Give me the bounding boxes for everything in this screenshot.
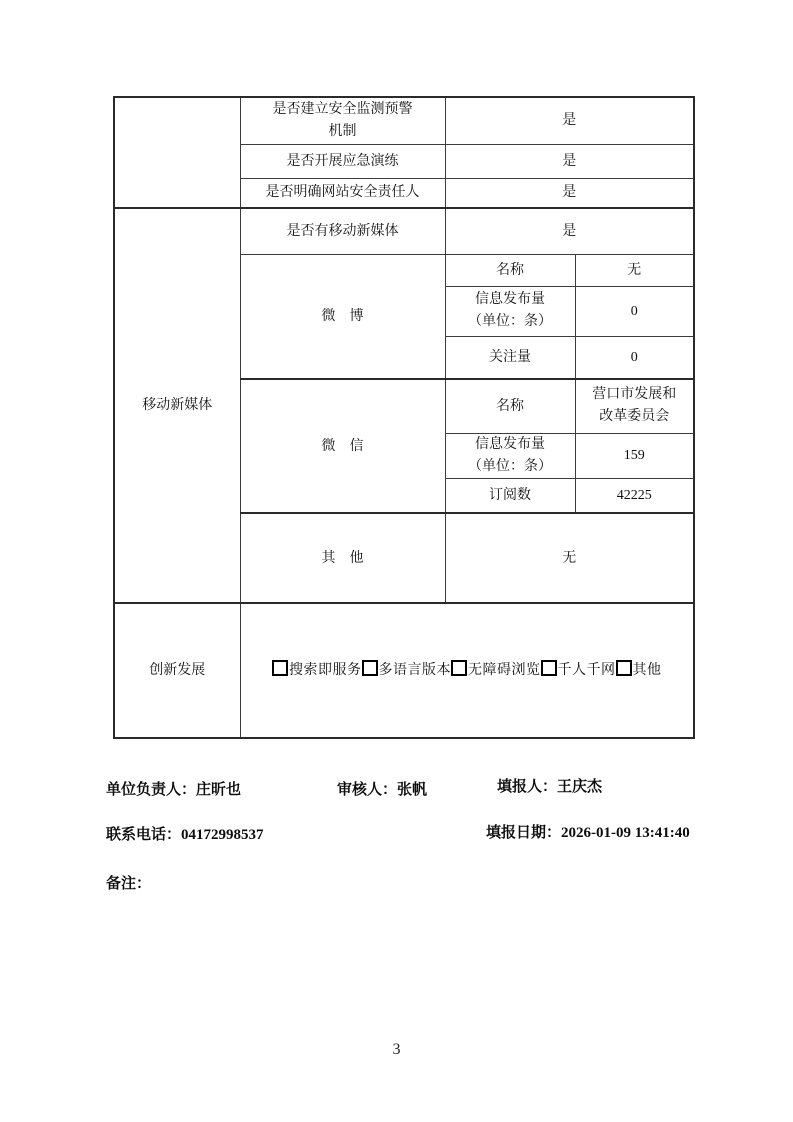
has-mobile-media-label: 是否有移动新媒体 — [240, 208, 445, 254]
emergency-drill-label: 是否开展应急演练 — [240, 144, 445, 178]
checkbox-unchecked-icon — [451, 660, 467, 676]
innovation-options-cell — [240, 603, 694, 738]
weibo-followers-label: 关注量 — [445, 336, 575, 379]
security-section-category-cell — [114, 97, 240, 208]
other-media-label: 其 他 — [240, 513, 445, 603]
wechat-subscribers-label: 订阅数 — [445, 478, 575, 513]
preparer-note: 填报人：王庆杰 — [497, 779, 603, 795]
innovation-option-label: 多语言版本 — [378, 663, 451, 678]
weibo-followers-value: 0 — [575, 336, 694, 379]
innovation-option-label: 千人千网 — [557, 663, 616, 678]
label-line: （单位：条） — [468, 314, 552, 329]
weibo-posts-value: 0 — [575, 286, 694, 336]
unit-head-note: 单位负责人：庄昕也 — [106, 782, 242, 798]
weibo-name-value: 无 — [575, 254, 694, 286]
security-monitoring-value: 是 — [445, 97, 694, 144]
innovation-option-label: 无障碍浏览 — [468, 663, 541, 678]
innovation-option-label: 其他 — [632, 663, 662, 678]
phone-note: 联系电话：04172998537 — [106, 827, 264, 843]
wechat-name-label: 名称 — [445, 379, 575, 433]
checkbox-unchecked-icon — [616, 660, 632, 676]
wechat-name-value — [575, 379, 694, 433]
weibo-label: 微 博 — [240, 254, 445, 379]
weibo-posts-label — [445, 286, 575, 336]
wechat-label: 微 信 — [240, 379, 445, 513]
has-mobile-media-value: 是 — [445, 208, 694, 254]
wechat-subscribers-value: 42225 — [575, 478, 694, 513]
security-monitoring-label — [240, 97, 445, 144]
label-line: 机制 — [328, 123, 357, 139]
checkbox-unchecked-icon — [272, 660, 288, 676]
innovation-option-search — [272, 660, 362, 681]
wechat-posts-label — [445, 433, 575, 478]
security-responsible-label: 是否明确网站安全责任人 — [240, 178, 445, 208]
innovation-option-label: 搜索即服务 — [289, 663, 362, 678]
label-line: 信息发布量 — [475, 292, 545, 307]
innovation-option-accessibility — [451, 660, 541, 681]
reviewer-note: 审核人：张帆 — [337, 782, 428, 798]
innovation-options — [272, 663, 662, 678]
other-media-value: 无 — [445, 513, 694, 603]
page-number: 3 — [392, 1041, 401, 1058]
date-note: 填报日期：2026-01-09 13:41:40 — [486, 825, 690, 841]
value-line: 营口市发展和 — [592, 387, 677, 403]
mobile-media-section-header: 移动新媒体 — [114, 208, 240, 603]
wechat-posts-value: 159 — [575, 433, 694, 478]
innovation-option-personalized — [541, 660, 616, 681]
row-has-mobile-media — [114, 208, 694, 254]
weibo-name-label: 名称 — [445, 254, 575, 286]
label-line: （单位：条） — [468, 458, 552, 474]
remarks-note: 备注： — [106, 876, 152, 892]
label-line: 是否建立安全监测预警 — [272, 101, 413, 117]
annual-report-table — [113, 96, 695, 739]
innovation-option-multilingual — [362, 660, 452, 681]
security-responsible-value: 是 — [445, 178, 694, 208]
emergency-drill-value: 是 — [445, 144, 694, 178]
label-line: 信息发布量 — [475, 436, 545, 452]
checkbox-unchecked-icon — [362, 660, 378, 676]
innovation-option-other — [616, 660, 662, 681]
row-security-monitoring — [114, 97, 694, 144]
row-innovation — [114, 603, 694, 738]
checkbox-unchecked-icon — [541, 660, 557, 676]
innovation-section-header: 创新发展 — [114, 603, 240, 738]
value-line: 改革委员会 — [599, 409, 670, 425]
